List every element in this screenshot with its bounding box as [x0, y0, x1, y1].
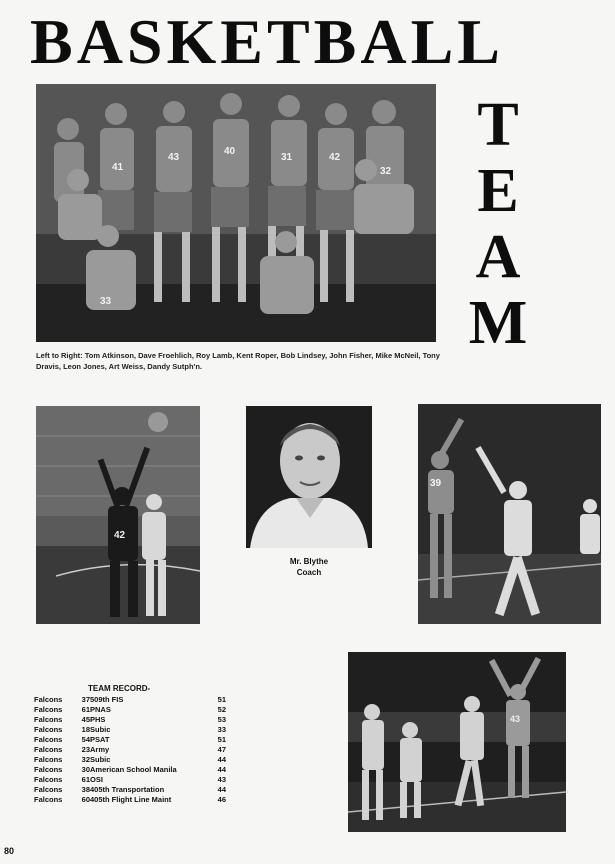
jersey-number: 42: [329, 152, 341, 163]
record-team: Falcons: [34, 725, 63, 734]
record-row: [34, 695, 226, 705]
record-falcons-score: 23: [81, 745, 90, 754]
record-team: Falcons: [34, 715, 63, 724]
rebound-illustration: [418, 404, 601, 624]
record-falcons-score: 45: [81, 715, 90, 724]
record-opponent: PSAT: [90, 735, 110, 744]
record-team: Falcons: [34, 695, 63, 704]
page-number: 80: [4, 846, 15, 856]
record-row: [34, 785, 226, 795]
record-falcons-score: 60: [81, 795, 90, 804]
coach-role: Coach: [296, 568, 322, 577]
jersey-number: 33: [100, 296, 112, 307]
record-opponent: 509th FIS: [90, 695, 124, 704]
record-row: [34, 715, 226, 725]
record-row: [34, 725, 226, 735]
record-opponent-score: 47: [217, 745, 226, 754]
record-row: [34, 775, 226, 785]
record-opponent-score: 44: [217, 765, 226, 774]
block-illustration: [348, 652, 566, 832]
team-letter: E: [477, 157, 519, 225]
record-team: Falcons: [34, 795, 63, 804]
jersey-number: 43: [510, 714, 521, 724]
record-opponent-score: 51: [217, 695, 226, 704]
record-opponent: Subic: [90, 725, 111, 734]
action-photo-jump-shot: [36, 406, 200, 624]
record-opponent-score: 33: [217, 725, 226, 734]
record-opponent-score: 46: [217, 795, 226, 804]
record-falcons-score: 54: [81, 735, 90, 744]
coach-illustration: [246, 406, 372, 548]
team-letter: A: [475, 223, 521, 291]
record-row: [34, 705, 226, 715]
page-title: BASKETBALL: [30, 6, 504, 77]
record-opponent: 405th Transportation: [90, 785, 165, 794]
record-falcons-score: 30: [81, 765, 90, 774]
team-letter: M: [468, 289, 528, 357]
jersey-number: 41: [112, 162, 124, 173]
jersey-number: 31: [281, 152, 293, 163]
team-record-title: TEAM RECORD-: [88, 684, 151, 693]
jersey-number: 42: [114, 530, 126, 541]
team-photo-caption: Left to Right: Tom Atkinson, Dave Froehlich, Roy Lamb, Kent Roper, Bob Lindsey, John Fisher, Mike McNeil, Tony Dravis, Leon Jones, Art Weiss, Dandy Sutph'n.: [36, 351, 440, 371]
record-falcons-score: 32: [81, 755, 90, 764]
record-falcons-score: 37: [81, 695, 90, 704]
record-opponent: American School Manila: [90, 765, 177, 774]
record-opponent: PHS: [90, 715, 106, 724]
team-record-table: [34, 695, 226, 805]
team-letter: T: [477, 91, 519, 159]
coach-caption: [246, 556, 372, 578]
action-photo-block: [348, 652, 566, 832]
action-photo-rebound: [418, 404, 601, 624]
record-opponent-score: 51: [217, 735, 226, 744]
record-opponent: 405th Flight Line Maint: [90, 795, 172, 804]
record-row: [34, 755, 226, 765]
record-opponent-score: 44: [217, 755, 226, 764]
team-group-illustration: [36, 84, 436, 342]
record-team: Falcons: [34, 775, 63, 784]
record-team: Falcons: [34, 735, 63, 744]
record-row: [34, 795, 226, 805]
record-opponent-score: 44: [217, 785, 226, 794]
record-team: Falcons: [34, 785, 63, 794]
coach-portrait: [246, 406, 372, 548]
jump-shot-illustration: [36, 406, 200, 624]
record-team: Falcons: [34, 755, 63, 764]
team-group-photo: [36, 84, 436, 342]
record-opponent-score: 53: [217, 715, 226, 724]
record-opponent-score: 52: [217, 705, 226, 714]
record-opponent: Army: [90, 745, 110, 754]
record-falcons-score: 61: [81, 775, 90, 784]
record-falcons-score: 38: [81, 785, 90, 794]
team-vertical-heading: [468, 92, 528, 356]
record-row: [34, 745, 226, 755]
record-opponent-score: 43: [217, 775, 226, 784]
record-opponent: Subic: [90, 755, 111, 764]
record-team: Falcons: [34, 765, 63, 774]
coach-name: Mr. Blythe: [289, 557, 329, 566]
record-falcons-score: 61: [81, 705, 90, 714]
jersey-number: 39: [430, 478, 442, 489]
record-row: [34, 765, 226, 775]
jersey-number: 32: [380, 166, 392, 177]
record-team: Falcons: [34, 705, 63, 714]
record-row: [34, 735, 226, 745]
record-falcons-score: 18: [81, 725, 90, 734]
jersey-number: 43: [168, 152, 180, 163]
record-team: Falcons: [34, 745, 63, 754]
record-opponent: OSI: [90, 775, 103, 784]
jersey-number: 40: [224, 146, 236, 157]
record-opponent: PNAS: [90, 705, 111, 714]
